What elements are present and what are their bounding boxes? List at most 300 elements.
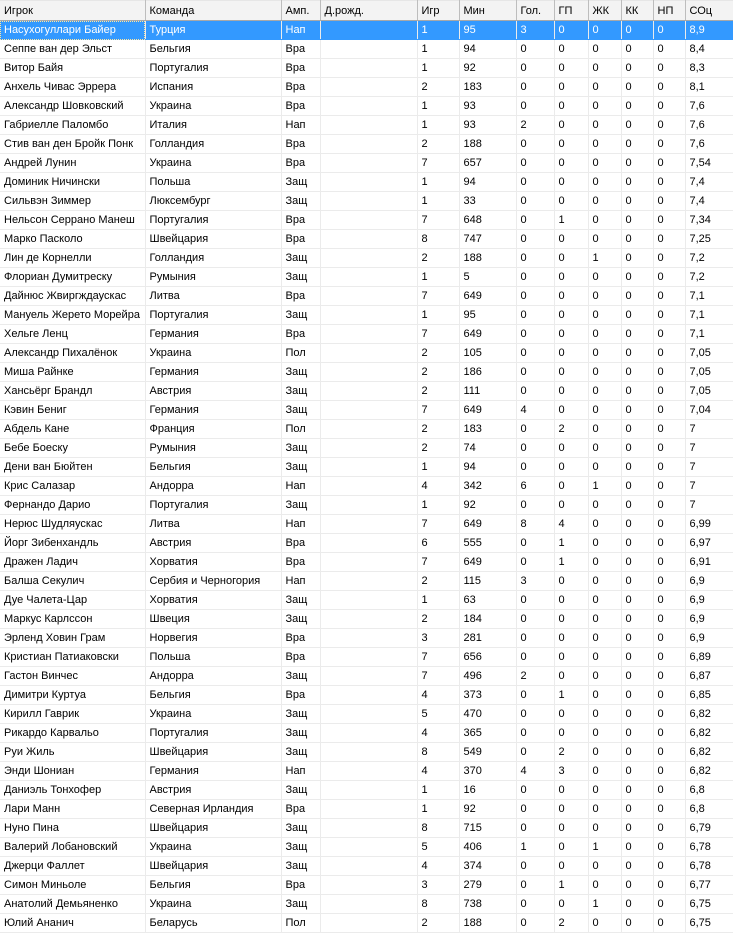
table-row[interactable] [0, 477, 733, 496]
cell-goals: 0 [516, 800, 554, 819]
cell-assists: 0 [554, 249, 588, 268]
table-row[interactable] [0, 420, 733, 439]
cell-birthdate [320, 249, 417, 268]
cell-position: Защ [281, 610, 320, 629]
cell-games: 2 [417, 572, 459, 591]
cell-yellow-cards: 0 [588, 572, 621, 591]
cell-minutes: 94 [459, 458, 516, 477]
cell-red-cards: 0 [621, 477, 653, 496]
table-row[interactable] [0, 382, 733, 401]
cell-position: Защ [281, 363, 320, 382]
cell-assists: 0 [554, 135, 588, 154]
cell-team: Украина [145, 705, 281, 724]
cell-goals: 0 [516, 914, 554, 933]
table-row[interactable] [0, 724, 733, 743]
table-row[interactable] [0, 306, 733, 325]
cell-player: Кэвин Бениг [0, 401, 145, 420]
cell-avg-rating: 7,6 [685, 116, 733, 135]
cell-birthdate [320, 268, 417, 287]
column-header-avg-rating[interactable]: СОц [685, 1, 733, 21]
cell-yellow-cards: 0 [588, 800, 621, 819]
cell-assists: 0 [554, 458, 588, 477]
cell-avg-rating: 7,1 [685, 306, 733, 325]
cell-position: Защ [281, 382, 320, 401]
table-row[interactable] [0, 173, 733, 192]
cell-avg-rating: 8,3 [685, 59, 733, 78]
cell-np: 0 [653, 173, 685, 192]
column-header-goals[interactable]: Гол. [516, 1, 554, 21]
cell-team: Люксембург [145, 192, 281, 211]
cell-birthdate [320, 857, 417, 876]
cell-birthdate [320, 192, 417, 211]
cell-red-cards: 0 [621, 173, 653, 192]
cell-team: Португалия [145, 306, 281, 325]
cell-assists: 1 [554, 534, 588, 553]
cell-minutes: 186 [459, 363, 516, 382]
cell-np: 0 [653, 230, 685, 249]
cell-goals: 0 [516, 439, 554, 458]
cell-birthdate [320, 591, 417, 610]
cell-yellow-cards: 0 [588, 40, 621, 59]
cell-position: Защ [281, 781, 320, 800]
cell-player: Абдель Кане [0, 420, 145, 439]
table-row[interactable] [0, 287, 733, 306]
cell-avg-rating: 6,78 [685, 857, 733, 876]
cell-yellow-cards: 0 [588, 515, 621, 534]
cell-np: 0 [653, 648, 685, 667]
cell-assists: 0 [554, 572, 588, 591]
cell-np: 0 [653, 591, 685, 610]
table-row[interactable] [0, 914, 733, 933]
cell-player: Витор Байя [0, 59, 145, 78]
table-row[interactable] [0, 21, 733, 40]
cell-goals: 0 [516, 534, 554, 553]
cell-position: Вра [281, 876, 320, 895]
cell-birthdate [320, 287, 417, 306]
cell-minutes: 342 [459, 477, 516, 496]
cell-games: 7 [417, 287, 459, 306]
cell-assists: 1 [554, 553, 588, 572]
cell-team: Голландия [145, 249, 281, 268]
table-row[interactable] [0, 819, 733, 838]
cell-minutes: 649 [459, 325, 516, 344]
table-row[interactable] [0, 743, 733, 762]
table-row[interactable] [0, 325, 733, 344]
table-row[interactable] [0, 515, 733, 534]
cell-yellow-cards: 0 [588, 857, 621, 876]
table-row[interactable] [0, 458, 733, 477]
cell-assists: 0 [554, 97, 588, 116]
column-header-assists[interactable]: ГП [554, 1, 588, 21]
cell-red-cards: 0 [621, 458, 653, 477]
cell-player: Анхель Чивас Эррера [0, 78, 145, 97]
cell-avg-rating: 6,82 [685, 762, 733, 781]
cell-yellow-cards: 0 [588, 363, 621, 382]
column-header-red-cards[interactable]: КК [621, 1, 653, 21]
cell-minutes: 649 [459, 401, 516, 420]
table-row[interactable] [0, 249, 733, 268]
cell-birthdate [320, 325, 417, 344]
column-header-player[interactable]: Игрок [0, 1, 145, 21]
table-row[interactable] [0, 40, 733, 59]
table-row[interactable] [0, 800, 733, 819]
cell-goals: 0 [516, 344, 554, 363]
table-row[interactable] [0, 192, 733, 211]
cell-goals: 1 [516, 838, 554, 857]
cell-avg-rating: 7 [685, 458, 733, 477]
table-row[interactable] [0, 686, 733, 705]
column-header-games[interactable]: Игр [417, 1, 459, 21]
cell-red-cards: 0 [621, 21, 653, 40]
cell-position: Защ [281, 249, 320, 268]
cell-goals: 0 [516, 686, 554, 705]
cell-avg-rating: 7,05 [685, 382, 733, 401]
cell-assists: 0 [554, 382, 588, 401]
cell-minutes: 95 [459, 306, 516, 325]
cell-birthdate [320, 724, 417, 743]
cell-yellow-cards: 0 [588, 781, 621, 800]
table-row[interactable] [0, 59, 733, 78]
cell-team: Австрия [145, 781, 281, 800]
cell-team: Турция [145, 21, 281, 40]
table-row[interactable] [0, 135, 733, 154]
cell-red-cards: 0 [621, 230, 653, 249]
cell-goals: 6 [516, 477, 554, 496]
cell-games: 1 [417, 97, 459, 116]
cell-position: Вра [281, 40, 320, 59]
cell-goals: 4 [516, 762, 554, 781]
cell-team: Украина [145, 895, 281, 914]
cell-avg-rating: 6,78 [685, 838, 733, 857]
cell-birthdate [320, 781, 417, 800]
cell-birthdate [320, 496, 417, 515]
cell-goals: 0 [516, 154, 554, 173]
cell-red-cards: 0 [621, 724, 653, 743]
cell-minutes: 370 [459, 762, 516, 781]
cell-assists: 0 [554, 648, 588, 667]
cell-games: 1 [417, 173, 459, 192]
cell-assists: 0 [554, 268, 588, 287]
cell-team: Швейцария [145, 230, 281, 249]
column-header-np[interactable]: НП [653, 1, 685, 21]
cell-avg-rating: 6,89 [685, 648, 733, 667]
cell-avg-rating: 8,4 [685, 40, 733, 59]
cell-red-cards: 0 [621, 781, 653, 800]
cell-yellow-cards: 0 [588, 724, 621, 743]
cell-birthdate [320, 648, 417, 667]
cell-games: 2 [417, 344, 459, 363]
cell-minutes: 365 [459, 724, 516, 743]
cell-goals: 0 [516, 629, 554, 648]
cell-games: 2 [417, 914, 459, 933]
cell-team: Андорра [145, 667, 281, 686]
cell-team: Франция [145, 420, 281, 439]
table-row[interactable] [0, 534, 733, 553]
cell-player: Александр Шовковский [0, 97, 145, 116]
cell-position: Вра [281, 230, 320, 249]
cell-games: 8 [417, 895, 459, 914]
cell-yellow-cards: 0 [588, 705, 621, 724]
cell-assists: 0 [554, 496, 588, 515]
cell-assists: 0 [554, 819, 588, 838]
cell-goals: 0 [516, 610, 554, 629]
cell-red-cards: 0 [621, 572, 653, 591]
cell-assists: 4 [554, 515, 588, 534]
cell-np: 0 [653, 135, 685, 154]
cell-goals: 0 [516, 876, 554, 895]
table-row[interactable] [0, 401, 733, 420]
cell-birthdate [320, 876, 417, 895]
cell-yellow-cards: 0 [588, 173, 621, 192]
cell-red-cards: 0 [621, 705, 653, 724]
cell-player: Валерий Лобановский [0, 838, 145, 857]
cell-red-cards: 0 [621, 268, 653, 287]
cell-avg-rating: 8,9 [685, 21, 733, 40]
cell-assists: 0 [554, 21, 588, 40]
cell-avg-rating: 7,34 [685, 211, 733, 230]
table-row[interactable] [0, 344, 733, 363]
table-row[interactable] [0, 705, 733, 724]
column-header-yellow-cards[interactable]: ЖК [588, 1, 621, 21]
cell-position: Нап [281, 21, 320, 40]
table-row[interactable] [0, 78, 733, 97]
cell-player: Мануель Жерето Морейра [0, 306, 145, 325]
table-row[interactable] [0, 268, 733, 287]
cell-games: 2 [417, 363, 459, 382]
table-row[interactable] [0, 363, 733, 382]
cell-player: Александр Пихалёнок [0, 344, 145, 363]
cell-player: Миша Райнке [0, 363, 145, 382]
cell-red-cards: 0 [621, 838, 653, 857]
cell-player: Йорг Зибенхандль [0, 534, 145, 553]
cell-yellow-cards: 0 [588, 762, 621, 781]
table-row[interactable] [0, 553, 733, 572]
cell-goals: 0 [516, 230, 554, 249]
table-row[interactable] [0, 230, 733, 249]
table-row[interactable] [0, 439, 733, 458]
cell-goals: 0 [516, 135, 554, 154]
cell-minutes: 111 [459, 382, 516, 401]
cell-yellow-cards: 0 [588, 382, 621, 401]
cell-goals: 0 [516, 192, 554, 211]
cell-np: 0 [653, 211, 685, 230]
table-row[interactable] [0, 572, 733, 591]
cell-goals: 0 [516, 325, 554, 344]
column-header-team[interactable]: Команда [145, 1, 281, 21]
cell-birthdate [320, 382, 417, 401]
cell-avg-rating: 7 [685, 439, 733, 458]
cell-red-cards: 0 [621, 743, 653, 762]
cell-np: 0 [653, 914, 685, 933]
cell-assists: 0 [554, 154, 588, 173]
cell-yellow-cards: 0 [588, 230, 621, 249]
cell-birthdate [320, 458, 417, 477]
table-row[interactable] [0, 838, 733, 857]
cell-yellow-cards: 0 [588, 591, 621, 610]
column-header-birthdate[interactable]: Д.рожд. [320, 1, 417, 21]
cell-minutes: 406 [459, 838, 516, 857]
cell-assists: 3 [554, 762, 588, 781]
cell-yellow-cards: 0 [588, 496, 621, 515]
cell-red-cards: 0 [621, 895, 653, 914]
cell-birthdate [320, 515, 417, 534]
cell-position: Вра [281, 629, 320, 648]
cell-np: 0 [653, 667, 685, 686]
cell-minutes: 33 [459, 192, 516, 211]
table-row[interactable] [0, 211, 733, 230]
cell-minutes: 555 [459, 534, 516, 553]
cell-position: Пол [281, 914, 320, 933]
cell-player: Лари Манн [0, 800, 145, 819]
cell-np: 0 [653, 553, 685, 572]
cell-red-cards: 0 [621, 135, 653, 154]
cell-team: Румыния [145, 439, 281, 458]
cell-red-cards: 0 [621, 800, 653, 819]
cell-minutes: 94 [459, 173, 516, 192]
table-row[interactable] [0, 781, 733, 800]
column-header-minutes[interactable]: Мин [459, 1, 516, 21]
cell-team: Украина [145, 97, 281, 116]
cell-np: 0 [653, 59, 685, 78]
cell-red-cards: 0 [621, 857, 653, 876]
table-row[interactable] [0, 116, 733, 135]
cell-yellow-cards: 0 [588, 876, 621, 895]
cell-np: 0 [653, 572, 685, 591]
table-row[interactable] [0, 667, 733, 686]
column-header-row [0, 1, 733, 21]
cell-birthdate [320, 78, 417, 97]
cell-minutes: 115 [459, 572, 516, 591]
cell-player: Хансьёрг Брандл [0, 382, 145, 401]
cell-goals: 0 [516, 458, 554, 477]
cell-birthdate [320, 59, 417, 78]
cell-goals: 0 [516, 724, 554, 743]
table-row[interactable] [0, 857, 733, 876]
cell-red-cards: 0 [621, 667, 653, 686]
cell-np: 0 [653, 154, 685, 173]
cell-goals: 0 [516, 781, 554, 800]
cell-assists: 0 [554, 306, 588, 325]
cell-games: 5 [417, 705, 459, 724]
cell-games: 1 [417, 458, 459, 477]
cell-team: Бельгия [145, 876, 281, 895]
cell-team: Швейцария [145, 819, 281, 838]
table-row[interactable] [0, 895, 733, 914]
cell-team: Бельгия [145, 458, 281, 477]
cell-minutes: 656 [459, 648, 516, 667]
cell-team: Украина [145, 838, 281, 857]
cell-red-cards: 0 [621, 40, 653, 59]
cell-yellow-cards: 0 [588, 914, 621, 933]
cell-minutes: 657 [459, 154, 516, 173]
cell-minutes: 93 [459, 97, 516, 116]
cell-yellow-cards: 0 [588, 420, 621, 439]
cell-position: Защ [281, 724, 320, 743]
cell-red-cards: 0 [621, 249, 653, 268]
cell-games: 1 [417, 781, 459, 800]
cell-player: Доминик Ничински [0, 173, 145, 192]
cell-team: Украина [145, 154, 281, 173]
cell-minutes: 183 [459, 420, 516, 439]
cell-yellow-cards: 0 [588, 59, 621, 78]
table-row[interactable] [0, 154, 733, 173]
cell-games: 1 [417, 192, 459, 211]
cell-minutes: 93 [459, 116, 516, 135]
cell-player: Руи Жиль [0, 743, 145, 762]
cell-birthdate [320, 344, 417, 363]
cell-position: Нап [281, 572, 320, 591]
cell-assists: 1 [554, 211, 588, 230]
table-row[interactable] [0, 610, 733, 629]
cell-yellow-cards: 0 [588, 325, 621, 344]
cell-goals: 8 [516, 515, 554, 534]
cell-team: Польша [145, 173, 281, 192]
cell-position: Защ [281, 743, 320, 762]
cell-np: 0 [653, 420, 685, 439]
cell-avg-rating: 6,82 [685, 705, 733, 724]
table-row[interactable] [0, 97, 733, 116]
cell-player: Кирилл Гаврик [0, 705, 145, 724]
table-row[interactable] [0, 496, 733, 515]
cell-team: Германия [145, 401, 281, 420]
table-row[interactable] [0, 876, 733, 895]
cell-games: 7 [417, 667, 459, 686]
cell-minutes: 747 [459, 230, 516, 249]
cell-red-cards: 0 [621, 59, 653, 78]
cell-assists: 2 [554, 420, 588, 439]
cell-minutes: 16 [459, 781, 516, 800]
cell-team: Беларусь [145, 914, 281, 933]
cell-team: Голландия [145, 135, 281, 154]
table-row[interactable] [0, 591, 733, 610]
cell-goals: 0 [516, 363, 554, 382]
cell-yellow-cards: 0 [588, 344, 621, 363]
cell-np: 0 [653, 401, 685, 420]
cell-np: 0 [653, 819, 685, 838]
cell-np: 0 [653, 458, 685, 477]
table-row[interactable] [0, 648, 733, 667]
cell-position: Защ [281, 838, 320, 857]
cell-minutes: 649 [459, 287, 516, 306]
cell-player: Флориан Думитреску [0, 268, 145, 287]
cell-np: 0 [653, 439, 685, 458]
cell-yellow-cards: 1 [588, 838, 621, 857]
table-row[interactable] [0, 629, 733, 648]
cell-player: Дайнюс Жвиргждаускас [0, 287, 145, 306]
cell-player: Насухогуллари Байер [0, 21, 145, 40]
cell-yellow-cards: 0 [588, 401, 621, 420]
cell-goals: 0 [516, 268, 554, 287]
cell-team: Португалия [145, 724, 281, 743]
table-row[interactable] [0, 762, 733, 781]
column-header-position[interactable]: Амп. [281, 1, 320, 21]
cell-games: 1 [417, 59, 459, 78]
cell-position: Вра [281, 211, 320, 230]
cell-player: Марко Пасколо [0, 230, 145, 249]
cell-minutes: 92 [459, 800, 516, 819]
cell-assists: 0 [554, 287, 588, 306]
cell-yellow-cards: 0 [588, 97, 621, 116]
cell-position: Защ [281, 439, 320, 458]
cell-assists: 0 [554, 344, 588, 363]
cell-np: 0 [653, 515, 685, 534]
cell-team: Германия [145, 363, 281, 382]
cell-avg-rating: 7,1 [685, 287, 733, 306]
cell-np: 0 [653, 496, 685, 515]
cell-team: Хорватия [145, 591, 281, 610]
cell-team: Польша [145, 648, 281, 667]
cell-minutes: 94 [459, 40, 516, 59]
